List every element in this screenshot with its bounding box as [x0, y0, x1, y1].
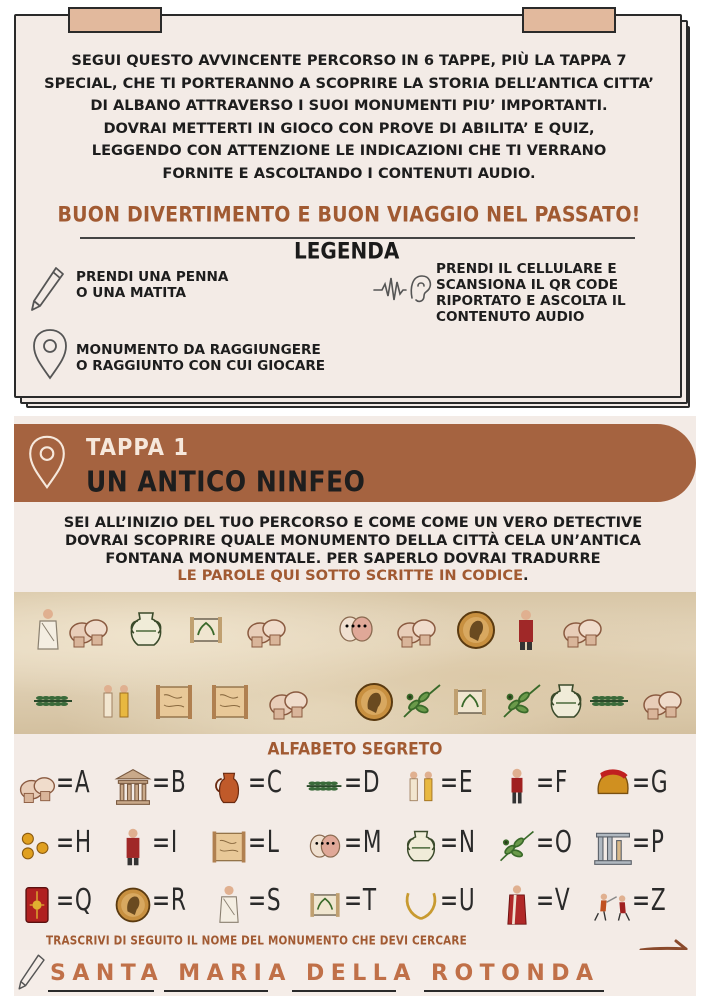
temple-icon: [112, 766, 154, 808]
intro-line: SEGUI QUESTO AVVINCENTE PERCORSO IN 6 TAPPE, PIÙ LA TAPPA 7: [71, 52, 627, 69]
legend-line: O RAGGIUNTO CON CUI GIOCARE: [76, 358, 326, 374]
map-scroll-icon: [208, 826, 250, 868]
helmet-pile-icon: [16, 766, 58, 808]
coded-word-row-1: [14, 600, 696, 660]
alphabet-key: [592, 760, 688, 814]
intro-text: [24, 50, 674, 186]
alphabet-key: [400, 878, 496, 932]
theatre-masks-icon: [334, 604, 378, 656]
emperor-coin-icon: [454, 604, 498, 656]
laurel-branch-icon: [32, 676, 76, 728]
alphabet-letter: =Q: [56, 883, 93, 918]
intro-card: [14, 14, 696, 410]
scroll-laurel-icon: [304, 884, 346, 926]
alphabet-letter: =O: [536, 825, 573, 860]
alphabet-title: ALFABETO SEGRETO: [267, 739, 443, 759]
alphabet-key: [304, 760, 400, 814]
intro-line: FORNITE E ASCOLTANDO I CONTENUTI AUDIO.: [162, 164, 536, 182]
amphora-red-icon: [208, 766, 250, 808]
legend-audio-text: [436, 261, 676, 325]
legend-monument-text: [76, 342, 376, 374]
alphabet-letter: =Z: [632, 883, 667, 918]
alphabet-letter: =S: [248, 883, 282, 918]
ruins-icon: [592, 826, 634, 868]
alphabet-letter: =V: [536, 883, 571, 918]
legend-line: SCANSIONA IL QR CODE: [436, 277, 619, 293]
alphabet-key: [16, 760, 112, 814]
location-pin-icon: [30, 326, 70, 382]
tagline: BUON DIVERTIMENTO E BUON VIAGGIO NEL PASSATO!: [57, 202, 641, 228]
gladiator-helmet-icon: [592, 766, 634, 808]
tappa-description: [20, 514, 686, 585]
intro-card-front: [14, 14, 682, 398]
tappa-number: TAPPA 1: [86, 434, 189, 461]
helmet-pile-icon: [394, 604, 438, 656]
two-romans-icon: [94, 676, 138, 728]
sound-wave-ear-icon: [372, 270, 434, 306]
alphabet-letter: =E: [440, 765, 474, 800]
alphabet-key: [16, 820, 112, 874]
alphabet-letter: =F: [536, 765, 568, 800]
alphabet-key: [208, 878, 304, 932]
alphabet-letter: =L: [248, 825, 280, 860]
tappa-title: UN ANTICO NINFEO: [86, 465, 366, 499]
legend-line: PRENDI IL CELLULARE E: [436, 261, 617, 277]
alphabet-letter: =C: [248, 765, 283, 800]
alphabet-row-2: [14, 820, 696, 874]
description-period: .: [523, 567, 529, 585]
answer-underline: [48, 990, 154, 992]
helmet-pile-icon: [640, 676, 684, 728]
map-scroll-icon: [152, 676, 196, 728]
theatre-masks-icon: [304, 826, 346, 868]
intro-line: SPECIAL, CHE TI PORTERANNO A SCOPRIRE LA STORIA DELL’ANTICA CITTA’: [44, 74, 654, 92]
legend-line: CONTENUTO AUDIO: [436, 309, 585, 325]
pencil-icon: [28, 264, 68, 314]
alphabet-key: [400, 820, 496, 874]
legend-line: PRENDI UNA PENNA: [76, 269, 229, 285]
roman-man-icon: [112, 826, 154, 868]
answer-text[interactable]: SANTA MARIA DELLA ROTONDA: [50, 961, 600, 986]
alphabet-key: [592, 820, 688, 874]
olive-branch-icon: [500, 676, 544, 728]
alphabet-letter: =T: [344, 883, 377, 918]
alphabet-key: [496, 760, 592, 814]
intro-line: DI ALBANO ATTRAVERSO I SUOI MONUMENTI PIU’ IMPORTANTI.: [90, 97, 608, 115]
coded-word-row-2: [14, 672, 696, 732]
description-line: SEI ALL’INIZIO DEL TUO PERCORSO E COME COME UN VERO DETECTIVE: [63, 514, 643, 531]
alphabet-letter: =U: [440, 883, 476, 918]
alphabet-key: [592, 878, 688, 932]
roman-man-icon: [504, 604, 548, 656]
alphabet-key: [208, 820, 304, 874]
two-romans-icon: [400, 766, 442, 808]
tape-right: [522, 7, 616, 33]
legend-title: LEGENDA: [294, 237, 400, 265]
alphabet-key: [400, 760, 496, 814]
description-line: FONTANA MONUMENTALE. PER SAPERLO DOVRAI TRADURRE: [105, 549, 601, 567]
legend-pen-text: [76, 269, 276, 301]
coins-icon: [16, 826, 58, 868]
alphabet-letter: =H: [56, 825, 92, 860]
legend-line: MONUMENTO DA RAGGIUNGERE: [76, 342, 321, 358]
scroll-laurel-icon: [184, 604, 228, 656]
answer-instruction: TRASCRIVI DI SEGUITO IL NOME DEL MONUMENTO CHE DEVI CERCARE: [46, 934, 467, 948]
intro-line: DOVRAI METTERTI IN GIOCO CON PROVE DI ABILITA’ E QUIZ,: [103, 119, 595, 137]
helmet-pile-icon: [244, 604, 288, 656]
vase-icon: [544, 676, 588, 728]
alphabet-key: [112, 820, 208, 874]
helmet-pile-icon: [66, 604, 110, 656]
alphabet-letter: =P: [632, 825, 665, 860]
laurel-branch-icon: [588, 676, 632, 728]
alphabet-letter: =R: [152, 883, 187, 918]
answer-underline: [424, 990, 604, 992]
alphabet-letter: =B: [152, 765, 187, 800]
vase-icon: [124, 604, 168, 656]
alphabet-key: [496, 878, 592, 932]
emperor-coin-icon: [112, 884, 154, 926]
olive-branch-icon: [400, 676, 444, 728]
alphabet-letter: =M: [344, 825, 383, 860]
olive-branch-icon: [496, 826, 538, 868]
legend-line: O UNA MATITA: [76, 285, 187, 301]
alphabet-row-1: [14, 760, 696, 814]
tape-left: [68, 7, 162, 33]
alphabet-key: [496, 820, 592, 874]
alphabet-letter: =G: [632, 765, 669, 800]
helmet-pile-icon: [560, 604, 604, 656]
shield-icon: [16, 884, 58, 926]
emperor-coin-icon: [352, 676, 396, 728]
alphabet-key: [208, 760, 304, 814]
alphabet-letter: =A: [56, 765, 91, 800]
alphabet-key: [16, 878, 112, 932]
vase-icon: [400, 826, 442, 868]
alphabet-row-3: [14, 878, 696, 932]
roman-soldier-icon: [496, 766, 538, 808]
description-line: DOVRAI SCOPRIRE QUALE MONUMENTO DELLA CITTÀ CELA UN’ANTICA: [65, 531, 641, 549]
alphabet-letter: =I: [152, 825, 178, 860]
toga-man-icon: [208, 884, 250, 926]
pencil-icon: [16, 950, 48, 994]
helmet-pile-icon: [266, 676, 310, 728]
alphabet-key: [304, 820, 400, 874]
answer-underline: [164, 990, 268, 992]
alphabet-key: [112, 760, 208, 814]
map-scroll-icon: [208, 676, 252, 728]
answer-underline: [292, 990, 396, 992]
alphabet-letter: =N: [440, 825, 476, 860]
alphabet-letter: =D: [344, 765, 381, 800]
intro-line: LEGGENDO CON ATTENZIONE LE INDICAZIONI CHE TI VERRANO: [91, 142, 607, 160]
toga-man-icon: [26, 604, 70, 656]
scroll-laurel-icon: [448, 676, 492, 728]
laurel-branch-icon: [304, 766, 346, 808]
alphabet-key: [304, 878, 400, 932]
laurel-wreath-icon: [400, 884, 442, 926]
alphabet-key: [112, 878, 208, 932]
legend-line: RIPORTATO E ASCOLTA IL: [436, 293, 626, 309]
fighters-icon: [592, 884, 634, 926]
senator-icon: [496, 884, 538, 926]
location-pin-icon: [26, 432, 68, 492]
description-highlight: LE PAROLE QUI SOTTO SCRITTE IN CODICE: [177, 567, 524, 585]
